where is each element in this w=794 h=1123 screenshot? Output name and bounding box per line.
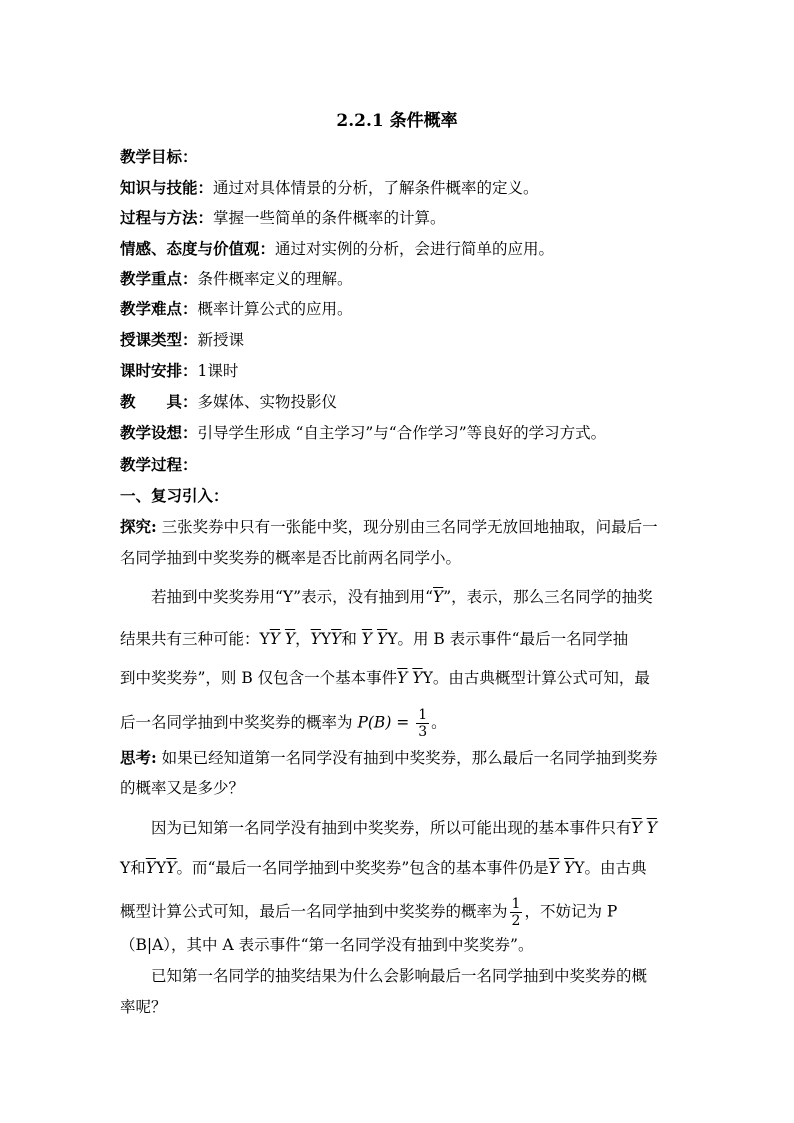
para1-line-3 [120, 668, 650, 688]
tools-row [120, 392, 337, 412]
fraction-one-half [510, 896, 523, 929]
method-label: 过程与方法： [120, 208, 214, 227]
probability-expression: P(B) = [357, 713, 410, 732]
explore-line-1 [120, 517, 658, 537]
para2-text-3b: ，不妨记为 P [524, 902, 618, 921]
para3-line-2: 率呢？ [120, 998, 167, 1016]
tools-label: 教 具： [120, 392, 198, 411]
skill-text: 通过对具体情景的分析，了解条件概率的定义。 [213, 179, 539, 197]
para3-line-1: 已知第一名同学的抽奖结果为什么会影响最后一名同学抽到中奖奖券的概 [151, 967, 648, 985]
para1-text-4a: 后一名同学抽到中奖奖券的概率为 [120, 713, 353, 732]
y-symbol: Y [387, 630, 398, 648]
y-bar-symbol: $\overline{Y}$ [145, 859, 156, 877]
skill-label: 知识与技能： [120, 178, 214, 197]
method-text: 掌握一些简单的条件概率的计算。 [213, 209, 446, 227]
design-text: 引导学生形成 “自主学习”与“合作学习”等良好的学习方式。 [197, 424, 607, 442]
y-symbol: Y [155, 859, 167, 877]
design-label: 教学设想： [120, 423, 198, 442]
fraction-one-third [416, 707, 429, 740]
explore-label: 探究: [120, 517, 157, 536]
emotion-label: 情感、态度与价值观： [120, 239, 276, 258]
para2-text-2a: Y和 [120, 859, 146, 877]
y-bar-symbol: $\overline{Y}$ [631, 819, 642, 837]
para2-text-2b: 。而“最后一名同学抽到中奖奖券”包含的基本事件仍是 [176, 859, 549, 877]
hours-label: 课时安排： [120, 361, 198, 380]
teaching-goals-heading: 教学目标： [120, 147, 198, 166]
para1-text-4b: 。 [431, 713, 447, 732]
y-bar-symbol: $\overline{Y}$ [310, 630, 321, 648]
para2-text-3a: 概型计算公式可知，最后一名同学抽到中奖奖券的概率为 [120, 902, 508, 921]
think-text-1: 如果已经知道第一名同学没有抽到中奖奖券，那么最后一名同学抽到奖券 [156, 749, 658, 767]
lesson-type-text: 新授课 [197, 331, 245, 349]
para1-line-2 [120, 629, 628, 649]
focus-text: 条件概率定义的理解。 [197, 270, 353, 288]
para1-text-2a: 结果共有三种可能：Y [120, 630, 270, 648]
method-row [120, 208, 446, 228]
y-bar-symbol: $\overline{Y}$ [397, 669, 408, 687]
hours-text: 1课时 [197, 362, 239, 380]
y-bar-symbol: $\overline{Y}$ [646, 819, 657, 837]
explore-text-1: 三张奖券中只有一张能中奖，现分别由三名同学无放回地抽取，问最后一 [156, 518, 658, 536]
y-bar-symbol: $\overline{Y}$ [412, 669, 423, 687]
para1-text-3a: 到中奖奖券”，则 B 仅包含一个基本事件 [120, 669, 398, 687]
para2-text-2c: 。由古典 [584, 859, 647, 877]
think-line-1 [120, 748, 658, 768]
y-bar-symbol: $\overline{Y}$ [548, 859, 560, 877]
para1-text-2b: ， [295, 630, 311, 648]
para1-text-1a: 若抽到中奖奖券用“Y”表示，没有抽到用“ [151, 588, 434, 606]
think-line-2: 的概率又是多少？ [120, 779, 245, 797]
difficulty-row [120, 299, 353, 319]
y-symbol: Y [422, 669, 433, 687]
para1-line-1 [151, 587, 653, 607]
y-symbol: Y [320, 630, 332, 648]
think-label: 思考: [120, 748, 157, 767]
difficulty-label: 教学难点： [120, 299, 198, 318]
para2-line-3 [120, 896, 617, 929]
section-review-heading: 一、复习引入： [120, 486, 229, 505]
fraction-denominator: 3 [418, 724, 428, 740]
y-bar-symbol: $\overline{Y}$ [563, 859, 575, 877]
explore-line-2: 名同学抽到中奖奖券的概率是否比前两名同学小。 [120, 549, 462, 567]
focus-label: 教学重点： [120, 269, 198, 288]
lesson-type-row [120, 330, 244, 350]
y-bar-symbol: $\overline{Y}$ [269, 630, 280, 648]
fraction-denominator: 2 [511, 913, 521, 929]
tools-text: 多媒体、实物投影仪 [197, 393, 338, 411]
emotion-text: 通过对实例的分析，会进行简单的应用。 [275, 240, 555, 258]
fraction-numerator: 1 [511, 896, 521, 912]
y-bar-symbol: $\overline{Y}$ [361, 630, 373, 648]
y-bar-symbol: $\overline{Y}$ [284, 630, 296, 648]
y-bar-symbol: $\overline{Y}$ [376, 630, 388, 648]
para2-line-1 [151, 818, 657, 838]
para2-line-4: （B|A），其中 A 表示事件“第一名同学没有抽到中奖奖券”。 [120, 936, 534, 954]
y-bar-symbol: $\overline{Y}$ [166, 859, 177, 877]
para1-text-3b: 。由古典概型计算公式可知，最 [432, 669, 650, 687]
y-bar-symbol: $\overline{Y}$ [433, 588, 444, 606]
para1-text-1b: ”，表示，那么三名同学的抽奖 [443, 588, 653, 606]
page-title: 2.2.1 条件概率 [336, 111, 458, 131]
difficulty-text: 概率计算公式的应用。 [197, 300, 353, 318]
process-heading: 教学过程： [120, 455, 198, 474]
skill-row [120, 178, 539, 198]
para1-text-2c: 和 [341, 630, 362, 648]
design-row [120, 423, 606, 443]
para1-line-4 [120, 707, 447, 740]
y-symbol: Y [574, 859, 585, 877]
fraction-numerator: 1 [418, 707, 428, 723]
hours-row [120, 361, 238, 381]
emotion-row [120, 239, 554, 259]
focus-row [120, 269, 353, 289]
para2-text-1: 因为已知第一名同学没有抽到中奖奖券，所以可能出现的基本事件只有 [151, 819, 632, 837]
y-bar-symbol: $\overline{Y}$ [331, 630, 342, 648]
para1-text-2d: 。用 B 表示事件“最后一名同学抽 [397, 630, 629, 648]
para2-line-2 [120, 858, 646, 878]
lesson-type-label: 授课类型： [120, 330, 198, 349]
